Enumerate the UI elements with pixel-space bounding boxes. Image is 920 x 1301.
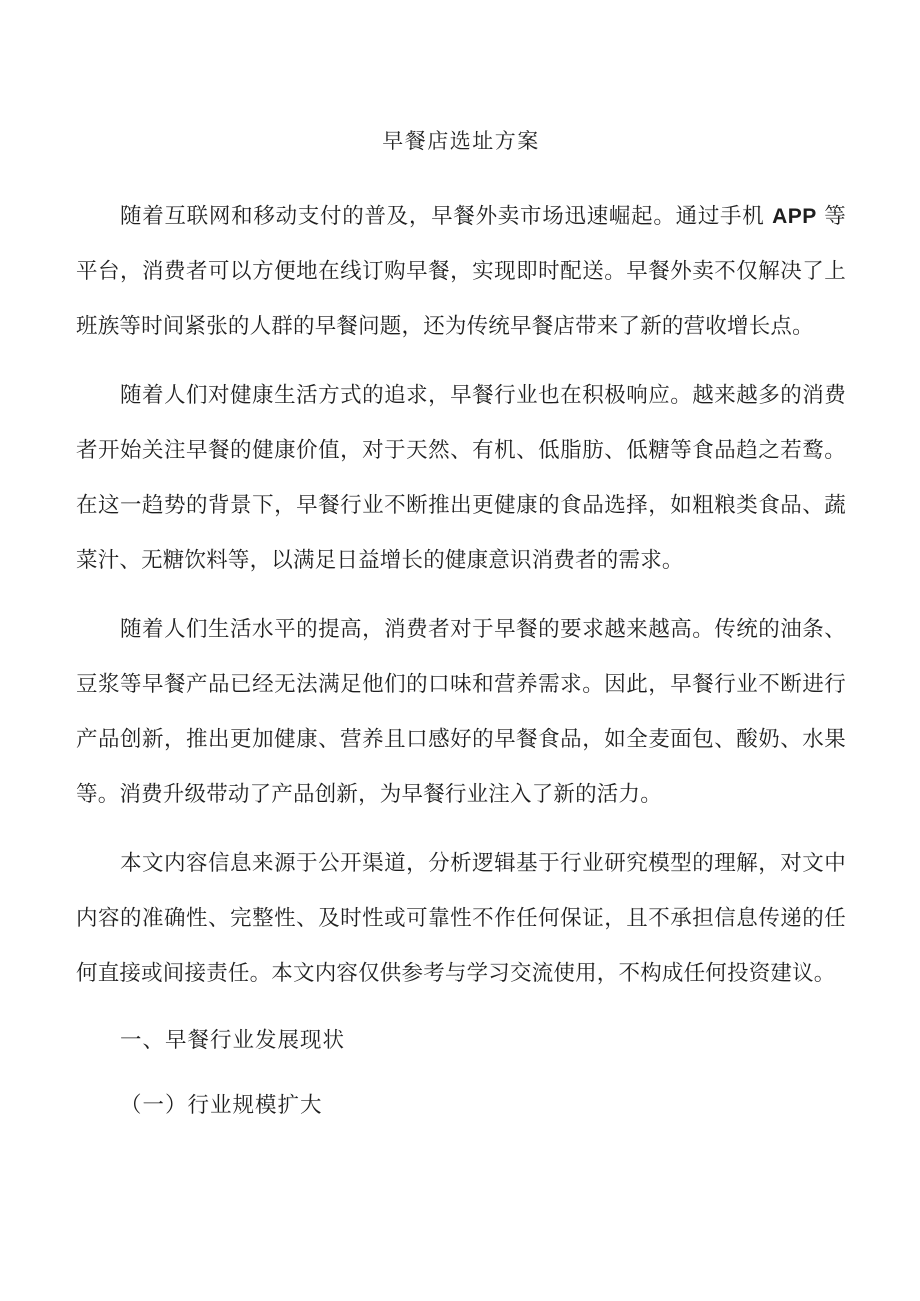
body-paragraph-2: 随着人们对健康生活方式的追求，早餐行业也在积极响应。越来越多的消费者开始关注早餐的健康价值，对于天然、有机、低脂肪、低糖等食品趋之若鹜。在这一趋势的背景下，早餐行业不断推出更健康的食品选择，如粗粮类食品、蔬菜汁、无糖饮料等，以满足日益增长的健康意识消费者的需求。 (76, 383, 846, 573)
page-title: 早餐店选址方案 (382, 129, 540, 153)
subsection-heading-1: （一）行业规模扩大 (120, 1093, 323, 1118)
document-content (76, 0, 846, 1133)
body-paragraph-3: 随着人们生活水平的提高，消费者对于早餐的要求越来越高。传统的油条、豆浆等早餐产品已经无法满足他们的口味和营养需求。因此，早餐行业不断进行产品创新，推出更加健康、营养且口感好的早餐食品，如全麦面包、酸奶、水果等。消费升级带动了产品创新，为早餐行业注入了新的活力。 (76, 617, 846, 807)
section-heading-1: 一、早餐行业发展现状 (120, 1028, 346, 1053)
body-paragraph-1 (76, 189, 846, 354)
body-paragraph-4-disclaimer: 本文内容信息来源于公开渠道，分析逻辑基于行业研究模型的理解，对文中内容的准确性、完整性、及时性或可靠性不作任何保证，且不承担信息传递的任何直接或间接责任。本文内容仅供参考与学习交流使用，不构成任何投资建议。 (76, 851, 846, 986)
paragraph-1-segment-latin: APP (772, 205, 817, 228)
paragraph-1-segment-cjk-b: 等平台，消费者可以方便地在线订购早餐，实现即时配送。早餐外卖不仅解决了上班族等时间紧张的人群的早餐问题，还为传统早餐店带来了新的营收增长点。 (76, 204, 847, 339)
paragraph-1-segment-cjk-a: 随着互联网和移动支付的普及，早餐外卖市场迅速崛起。通过手机 (120, 204, 773, 229)
